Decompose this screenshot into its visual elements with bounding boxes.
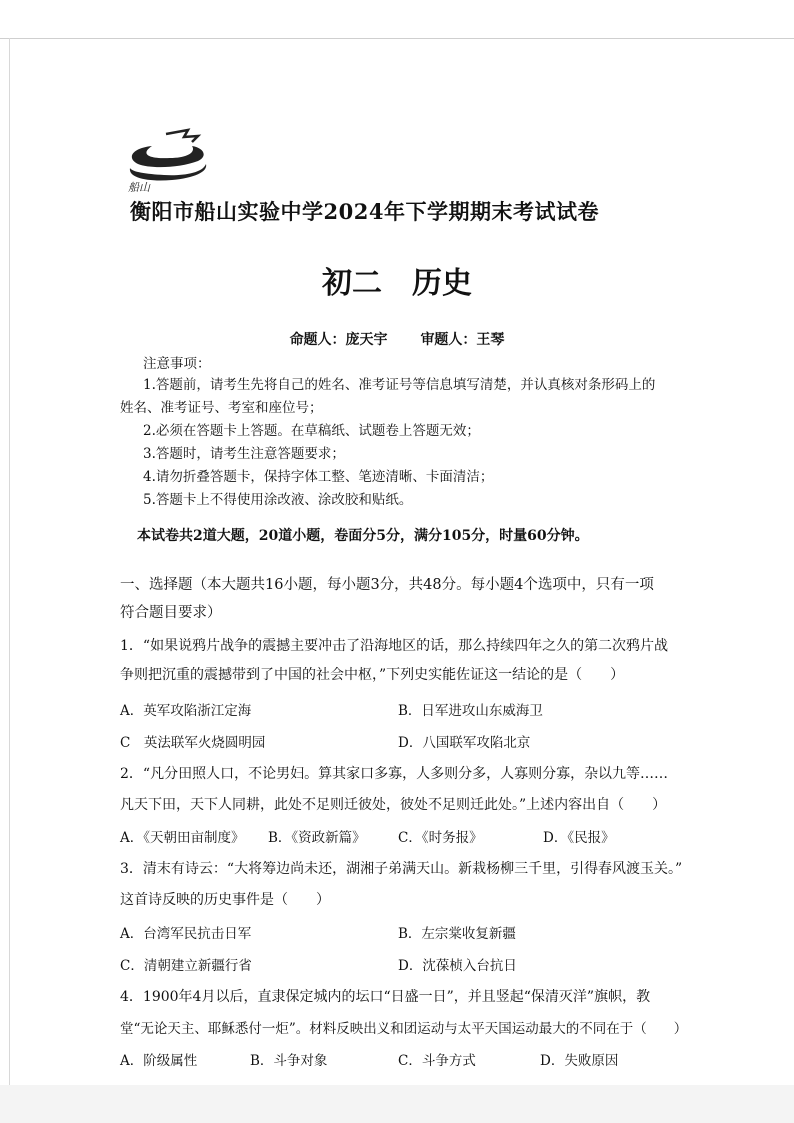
question-1-text-cont: 争则把沉重的震撼带到了中国的社会中枢，”下列史实能佐证这一结论的是（ ） bbox=[120, 667, 625, 683]
question-1-text: 1．“如果说鸦片战争的震撼主要冲击了沿海地区的话，那么持续四年之久的第二次鸦片战 bbox=[120, 638, 669, 654]
question-3-option-d: D．沈葆桢入台抗日 bbox=[398, 958, 517, 974]
exam-summary: 本试卷共2道大题，20道小题，卷面分5分，满分105分，时量60分钟。 bbox=[137, 528, 589, 544]
question-3-option-a: A．台湾军民抗击日军 bbox=[120, 926, 252, 942]
notice-item: 2.必须在答题卡上答题。在草稿纸、试题卷上答题无效； bbox=[143, 423, 480, 439]
question-2-option-c: C．《时务报》 bbox=[398, 830, 483, 846]
question-4-option-d: D．失败原因 bbox=[540, 1053, 619, 1069]
question-1-option-c: C 英法联军火烧圆明园 bbox=[120, 735, 266, 751]
question-1-option-d: D．八国联军攻陷北京 bbox=[398, 735, 531, 751]
question-3-text: 3．清末有诗云：“大将筹边尚未还，湖湘子弟满天山。新栽杨柳三千里，引得春风渡玉关。” bbox=[120, 861, 683, 877]
page-top-margin bbox=[0, 0, 794, 39]
page-left-edge bbox=[9, 38, 10, 1085]
page-bottom-margin bbox=[0, 1085, 794, 1123]
question-2-option-b: B．《资政新篇》 bbox=[268, 830, 366, 846]
question-2-option-a: A．《天朝田亩制度》 bbox=[120, 830, 245, 846]
question-4-text: 4．1900年4月以后，直隶保定城内的坛口“日盛一日”，并且竖起“保清灭洋”旗帜，教 bbox=[120, 989, 651, 1005]
question-4-option-c: C．斗争方式 bbox=[398, 1053, 476, 1069]
question-1-option-b: B．日军进攻山东威海卫 bbox=[398, 703, 543, 719]
question-setter: 命题人：庞天宇 bbox=[289, 332, 388, 348]
notice-item: 4.请勿折叠答题卡，保持字体工整、笔迹清晰、卡面清洁； bbox=[143, 469, 494, 485]
notice-item: 5.答题卡上不得使用涂改液、涂改胶和贴纸。 bbox=[143, 492, 413, 508]
question-4-option-b: B．斗争对象 bbox=[250, 1053, 328, 1069]
question-reviewer: 审题人：王琴 bbox=[420, 332, 505, 348]
question-2-text-cont: 凡天下田，天下人同耕，此处不足则迁彼处，彼处不足则迁此处。”上述内容出自（ ） bbox=[120, 797, 667, 813]
question-4-option-a: A．阶级属性 bbox=[120, 1053, 198, 1069]
authors-line bbox=[0, 329, 794, 349]
question-4-text-cont: 堂“无论天主、耶稣悉付一炬”。材料反映出义和团运动与太平天国运动最大的不同在于（ ） bbox=[120, 1021, 688, 1037]
notice-item: 3.答题时，请考生注意答题要求； bbox=[143, 446, 345, 462]
section-heading-cont: 符合题目要求） bbox=[120, 605, 222, 621]
question-2-text: 2．“凡分田照人口，不论男妇。算其家口多寡，人多则分多，人寡则分寡，杂以九等…… bbox=[120, 766, 669, 782]
question-3-option-c: C．清朝建立新疆行省 bbox=[120, 958, 252, 974]
question-3-text-cont: 这首诗反映的历史事件是（ ） bbox=[120, 892, 330, 908]
notice-item: 1.答题前，请考生先将自己的姓名、准考证号等信息填写清楚，并认真核对条形码上的 bbox=[143, 377, 656, 393]
notice-heading: 注意事项： bbox=[143, 356, 211, 372]
section-heading: 一、选择题（本大题共16小题，每小题3分，共48分。每小题4个选项中，只有一项 bbox=[120, 577, 654, 593]
notice-item: 姓名、准考证号、考室和座位号； bbox=[120, 400, 323, 416]
subject-title: 初二 历史 bbox=[322, 266, 472, 301]
question-1-option-a: A．英军攻陷浙江定海 bbox=[120, 703, 252, 719]
question-2-option-d: D．《民报》 bbox=[543, 830, 615, 846]
school-logo bbox=[122, 128, 214, 194]
question-3-option-b: B．左宗棠收复新疆 bbox=[398, 926, 516, 942]
logo-text: 船山 bbox=[128, 181, 150, 194]
exam-title: 衡阳市船山实验中学2024年下学期期末考试试卷 bbox=[130, 199, 599, 224]
